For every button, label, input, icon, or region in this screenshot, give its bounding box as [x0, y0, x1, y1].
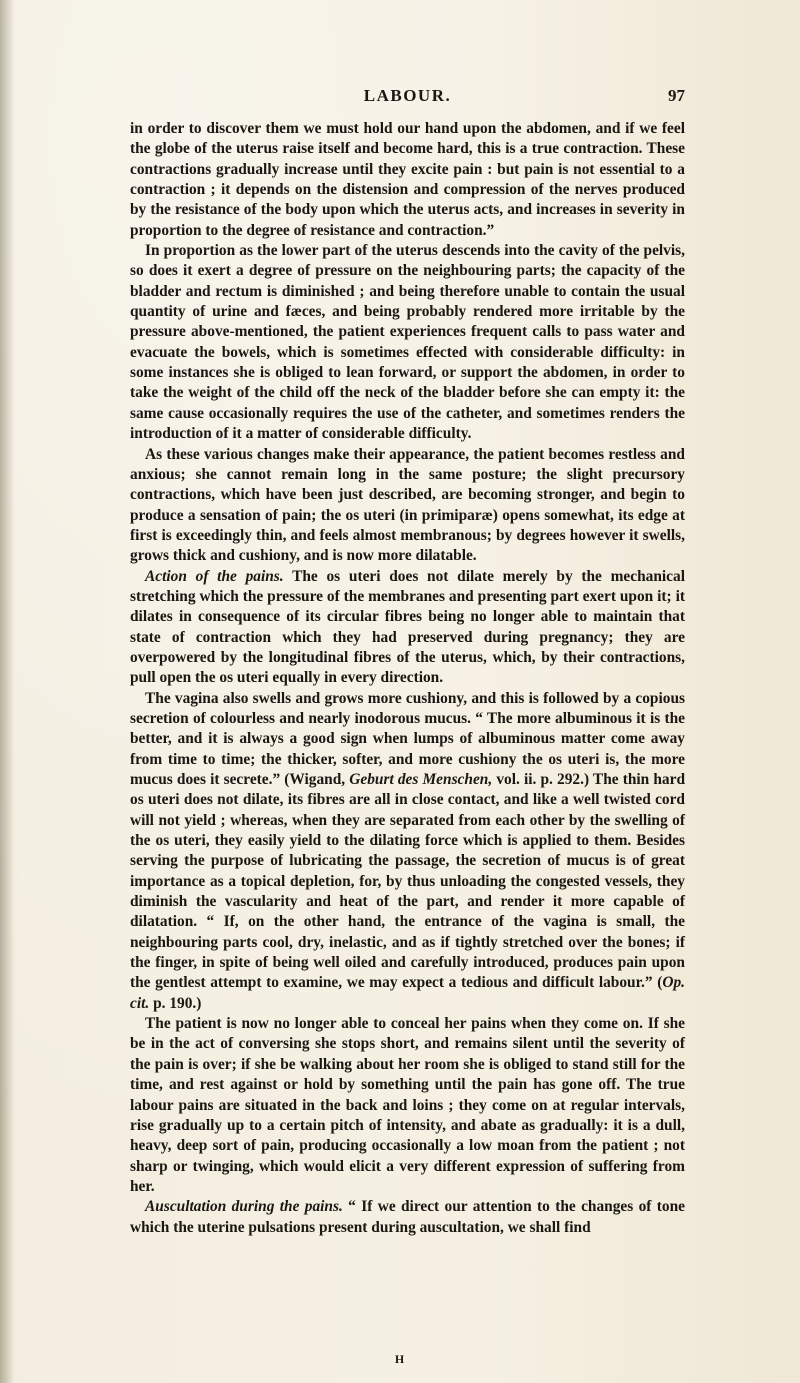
- text-segment: As these various changes make their appearance, the patient becomes restless and anxious; she cannot remain long in the same posture; the slight precursory contractions, which have been just described, are becoming stronger, and begin to produce a sensation of pain; the os uteri (in primiparæ) opens somewhat, its edge at first is exceedingly thin, and feels almost membranous; by degrees however it swells, grows thick and cushiony, and is now more dilatable.: [130, 445, 685, 565]
- paragraph: [130, 241, 685, 444]
- text-segment: “ If we direct our attention to the changes of tone which the uterine pulsations present during auscultation, we shall find: [130, 1198, 685, 1236]
- paragraph: [130, 119, 685, 241]
- text-segment: The os uteri does not dilate merely by the mechanical stretching which the pressure of the membranes and presenting part exert upon it; it dilates in consequence of its circular fibres being no longer able to maintain that state of contraction which they had preserved during pregnancy; they are overpowered by the longitudinal fibres of the uterus, which, by their contractions, pull open the os uteri equally in every direction.: [130, 567, 685, 687]
- paragraph: [130, 1014, 685, 1197]
- section-heading: Auscultation during the pains.: [145, 1198, 343, 1216]
- citation-ref: Op. cit.: [130, 974, 685, 1012]
- text-segment: In proportion as the lower part of the uterus descends into the cavity of the pelvis, so does it exert a degree of pressure on the neighbouring parts; the capacity of the bladder and rectum is diminished ; and being therefore unable to contain the usual quantity of urine and fæces, and being probably rendered more irritable by the pressure above-mentioned, the patient experiences frequent calls to pass water and evacuate the bowels, which is sometimes effected with considerable difficulty: in some instances she is obliged to lean forward, or support the abdomen, in order to take the weight of the child off the neck of the bladder before she can empty it: the same cause occasionally requires the use of the catheter, and sometimes renders the introduction of it a matter of considerable difficulty.: [130, 242, 685, 443]
- page-header: [130, 86, 685, 114]
- body-text: [130, 119, 685, 1238]
- citation-title: Geburt des Menschen,: [349, 771, 493, 788]
- text-segment: The patient is now no longer able to conceal her pains when they come on. If she be in the act of conversing she stops short, and remains silent until the severity of the pain is over; if she be walking about her room she is obliged to stand still for the time, and rest against or hold by something until the pain has gone off. The true labour pains are situated in the back and loins ; they come on at regular intervals, rise gradually up to a certain pitch of intensity, and abate as gradually: it is a dull, heavy, deep sort of pain, producing occasionally a low moan from the patient ; not sharp or twinging, which would elicit a very different expression of suffering from her.: [130, 1015, 685, 1195]
- signature-mark: H: [394, 1352, 406, 1366]
- text-segment: The vagina also swells and grows more cushiony, and this is followed by a copious secretion of colourless and nearly inodorous mucus. “ The more albuminous it is the better, and it is always a good sign when lumps of albuminous matter come away from time to time; the thicker, softer, and more cushiony the os uteri is, the more mucus does it secrete.” (Wigand,: [130, 689, 685, 788]
- page-number: 97: [668, 86, 685, 105]
- running-head: LABOUR.: [363, 86, 452, 105]
- paragraph: [130, 445, 685, 567]
- paragraph: [130, 689, 685, 1015]
- text-segment: vol. ii. p. 292.) The thin hard os uteri does not dilate, its fibres are all in close contact, and like a well twisted cord will not yield ; whereas, when they are separated from each other by the swelling of the os uteri, they easily yield to the dilating force which is applied to them. Besides serving the purpose of lubricating the passage, the secretion of mucus is of great importance as a topical depletion, for, by thus unloading the congested vessels, they diminish the vascularity and heat of the part, and render it more capable of dilatation. “ If, on the other hand, the entrance of the vagina is small, the neighbouring parts cool, dry, inelastic, and as if tightly stretched over the bones; if the finger, in spite of being well oiled and carefully introduced, produces pain upon the gentlest attempt to examine, we may expect a tedious and difficult labour.” (: [130, 771, 685, 992]
- text-segment: p. 190.): [149, 994, 202, 1012]
- section-heading: Action of the pains.: [145, 567, 284, 585]
- paragraph: [130, 567, 685, 689]
- text-segment: in order to discover them we must hold our hand upon the abdomen, and if we feel the globe of the uterus raise itself and become hard, this is a true contraction. These contractions gradually increase until they excite pain : but pain is not essential to a contraction ; it depends on the distension and compression of the nerves produced by the resistance of the body upon which the uterus acts, and increases in severity in proportion to the degree of resistance and contraction.”: [130, 120, 685, 239]
- gutter-shadow: [0, 0, 14, 1383]
- paragraph: [130, 1197, 685, 1238]
